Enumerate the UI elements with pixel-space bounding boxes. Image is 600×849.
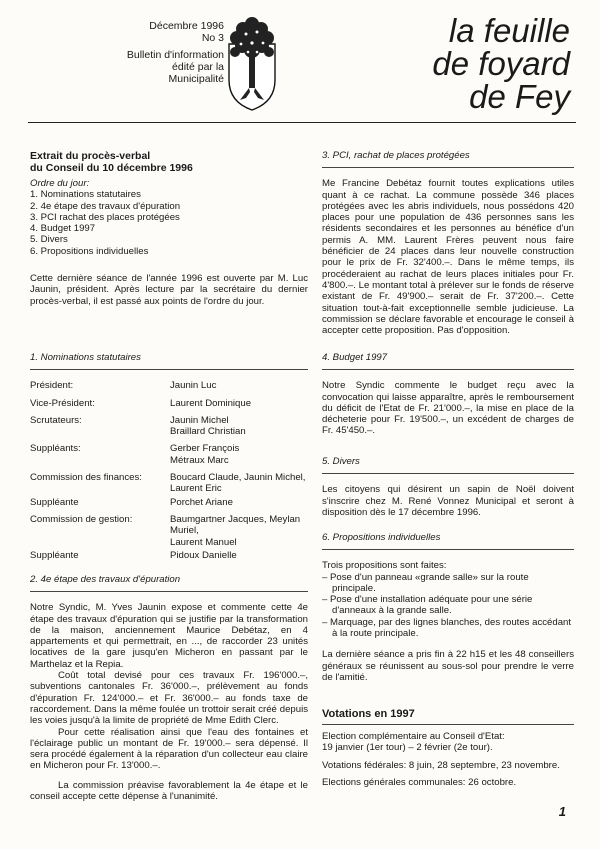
table-row xyxy=(30,514,308,548)
table-row xyxy=(30,472,308,495)
agenda-item: 4. Budget 1997 xyxy=(30,223,96,235)
role-names: Pidoux Danielle xyxy=(170,549,237,561)
intro-paragraph: Cette dernière séance de l'année 1996 est ouverte par M. Luc Jaunin, président. Après lecture par la secrétaire du dernier procès-verbal, il est passé aux points de l'ordre du jour. xyxy=(30,273,308,307)
left-column xyxy=(30,150,308,307)
role-label: Scrutateurs: xyxy=(30,414,82,426)
role-names: Gerber François Métraux Marc xyxy=(170,443,240,466)
epuration-heading: 2. 4e étape des travaux d'épuration xyxy=(30,574,181,585)
list-item: – Pose d'une installation adéquate pour une série d'anneaux à la grande salle. xyxy=(322,594,533,617)
table-row xyxy=(30,443,308,466)
role-names: Jaunin Michel Braillard Christian xyxy=(170,414,246,438)
votations-line: Votations fédérales: 8 juin, 28 septembre, 23 novembre. xyxy=(322,759,560,771)
table-row xyxy=(30,497,308,508)
role-label: Suppléants: xyxy=(30,443,81,455)
propositions-list xyxy=(322,572,574,640)
role-names: Baumgartner Jacques, Meylan Muriel, Laurent Manuel xyxy=(170,513,301,548)
list-item: – Pose d'un panneau «grande salle» sur la route principale. xyxy=(322,571,529,594)
newsletter-title xyxy=(400,14,570,113)
title-line-1: la feuille xyxy=(448,12,570,49)
table-row xyxy=(30,550,308,561)
budget-paragraph: Notre Syndic commente le budget reçu avec la convocation qui laisse apparaître, après le remboursement du déficit de l'Etat de Fr. 21'000.–, la mise en place de la décheterie pour Fr. 19'500.–, un excédent de charges de Fr. 45'450.–. xyxy=(322,380,574,437)
agenda-item: 3. PCI rachat des places protégées xyxy=(30,211,180,223)
header-info xyxy=(114,20,224,85)
propositions-section xyxy=(322,532,574,683)
epuration-paragraph-1: Notre Syndic, M. Yves Jaunin expose et commente cette 4e étape des travaux d'épuration qui se justifie par la transformation de la maison, anciennement Maurice Debétaz, en 4 appartements et qui permettrait, en ..., de raccorder 23 unités locatives de la gare jusqu'en Micheron en passant par le Marthelaz et la Repia. xyxy=(30,602,308,670)
nominations-table xyxy=(30,380,308,561)
role-label: Vice-Président: xyxy=(30,397,95,409)
issue-number: No 3 xyxy=(201,32,224,44)
votations-line: 19 janvier (1er tour) – 2 février (2e tour). xyxy=(322,742,493,754)
votations-line: Election complémentaire au Conseil d'Etat: xyxy=(322,731,505,742)
role-label: Suppléante xyxy=(30,496,79,508)
header-divider xyxy=(28,122,576,123)
agenda-item: 2. 4e étape des travaux d'épuration xyxy=(30,200,181,212)
extract-title-1: Extrait du procès-verbal xyxy=(30,150,151,162)
publisher-subtitle: édité par la Municipalité xyxy=(168,61,224,85)
nominations-heading: 1. Nominations statutaires xyxy=(30,352,141,363)
tree-crest-icon xyxy=(226,14,278,112)
votations-heading: Votations en 1997 xyxy=(322,708,415,720)
epuration-paragraph-2: Coût total devisé pour ces travaux Fr. 196'000.–, subventions cantonales Fr. 36'000.–, prélèvement au fonds d'épuration Fr. 124'000.– et Fr. 36'000.– au fonds taxe de raccordement. Dans la même foulée un trottoir serait créé depuis les voies jusqu'à la limite de propriété de Mme Edith Clerc. xyxy=(30,670,308,727)
closing-paragraph: La dernière séance a pris fin à 22 h15 et les 48 conseillers généraux se réunissent au sous-sol pour prendre le verre de l'amitié. xyxy=(322,649,574,683)
page-number: 1 xyxy=(558,804,566,819)
table-row xyxy=(30,398,308,409)
pci-paragraph: Me Francine Debétaz fournit toutes explications utiles quant à ce rachat. La commune possède 346 places protégées avec les abris individuels, nous possédons 420 places pour une population de 436 personnes sans les résidents secondaires et les personnes au bénéfice d'un permis A. MM. Laurent Frères peuvent nous faire bénéficier de 24 places dans leur nouvelle construction pour le prix de Fr. 32'400.–. Dans le même temps, ils procéderaient au rachat de leurs places initiales pour Fr. 4'800.–. Le montant total à prélever sur le fonds de réserve existant de Fr. 49'900.– serait de Fr. 37'200.–. Cette situation tout-à-fait exceptionnelle semble judicieuse. La commission se déclare favorable et encourage le conseil à accepter cette proposition. Pas d'opposition. xyxy=(322,178,574,337)
list-item: – Marquage, par des lignes blanches, des routes accédant à la route principale. xyxy=(322,616,572,640)
extract-title-2: du Conseil du 10 décembre 1996 xyxy=(30,162,193,174)
pci-heading: 3. PCI, rachat de places protégées xyxy=(322,150,470,161)
epuration-section xyxy=(30,574,308,802)
title-line-2: de foyard xyxy=(432,45,570,82)
role-label: Suppléante xyxy=(30,549,79,561)
epuration-paragraph-4: La commission préavise favorablement la 4e étape et le conseil accepte cette dépense à l'unanimité. xyxy=(30,779,308,803)
agenda-list xyxy=(30,189,308,257)
role-names: Jaunin Luc xyxy=(170,380,217,392)
issue-date: Décembre 1996 xyxy=(149,20,224,32)
role-names: Porchet Ariane xyxy=(170,496,233,508)
pci-section xyxy=(322,150,574,336)
votations-line: Elections générales communales: 26 octobre. xyxy=(322,776,517,788)
table-row xyxy=(30,380,308,391)
votations-section xyxy=(322,708,574,788)
role-label: Président: xyxy=(30,380,74,392)
divers-heading: 5. Divers xyxy=(322,456,360,467)
role-label: Commission des finances: xyxy=(30,472,142,484)
divers-paragraph: Les citoyens qui désirent un sapin de Noël doivent s'inscrire chez M. René Vonnez Municipal et seront à disposition dès le 17 décembre 1996. xyxy=(322,484,574,518)
budget-section xyxy=(322,352,574,437)
role-names: Laurent Dominique xyxy=(170,397,252,409)
role-label: Commission de gestion: xyxy=(30,513,133,525)
table-row xyxy=(30,415,308,438)
epuration-paragraph-3: Pour cette réalisation ainsi que l'eau des fontaines et l'éclairage public un montant de Fr. 19'000.– sera dépensé. Il sera procédé également à la réparation d'un collecteur eau claire en Micheron pour Fr. 13'000.–. xyxy=(30,726,308,772)
nominations-section xyxy=(30,352,308,561)
propositions-intro: Trois propositions sont faites: xyxy=(322,560,447,572)
agenda-label: Ordre du jour: xyxy=(30,178,90,189)
agenda-item: 1. Nominations statutaires xyxy=(30,189,141,201)
budget-heading: 4. Budget 1997 xyxy=(322,352,388,363)
agenda-item: 6. Propositions individuelles xyxy=(30,245,149,257)
role-names: Boucard Claude, Jaunin Michel, Laurent Eric xyxy=(170,472,306,495)
bulletin-subtitle: Bulletin d'information xyxy=(126,49,224,61)
agenda-item: 5. Divers xyxy=(30,234,68,246)
divers-section xyxy=(322,456,574,518)
propositions-heading: 6. Propositions individuelles xyxy=(322,532,441,543)
title-line-3: de Fey xyxy=(469,78,570,115)
